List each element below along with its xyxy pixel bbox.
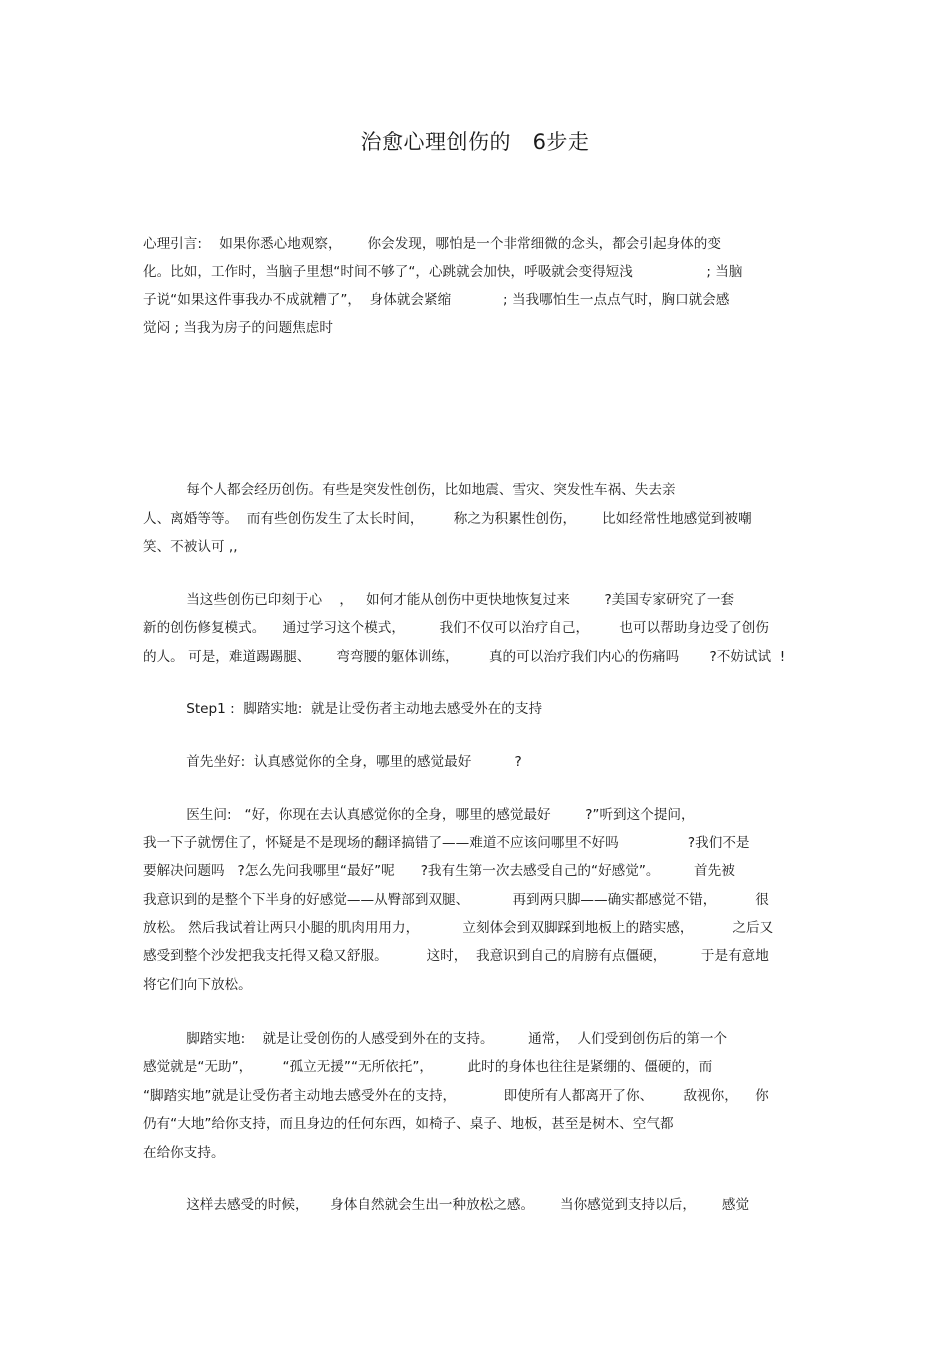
paragraph-line: 的人。 可是，难道踢踢腿、 弯弯腰的躯体训练， 真的可以治疗我们内心的伤痛吗 ?不妨试试 ! bbox=[143, 649, 786, 665]
paragraph-line: 要解决问题吗 ?怎么先问我哪里“最好”呢 ?我有生第一次去感受自己的“好感觉”。 首先被 bbox=[143, 863, 735, 879]
paragraph-line: 我意识到的是整个下半身的好感觉——从臀部到双腿、 再到两只脚——确实都感觉不错， 很 bbox=[143, 892, 769, 908]
paragraph-line: 首先坐好: 认真感觉你的全身，哪里的感觉最好 ? bbox=[143, 754, 522, 770]
paragraph-line: 化。比如，工作时，当脑子里想“时间不够了“，心跳就会加快，呼吸就会变得短浅 ; 当脑 bbox=[143, 264, 743, 280]
paragraph-line: 子说“如果这件事我办不成就糟了”， 身体就会紧缩 ; 当我哪怕生一点点气时，胸口就会感 bbox=[143, 292, 730, 308]
paragraph-line: 在给你支持。 bbox=[143, 1145, 225, 1161]
paragraph-line: 每个人都会经历创伤。有些是突发性创伤，比如地震、雪灾、突发性车祸、失去亲 bbox=[143, 482, 676, 498]
paragraph-line: 放松。 然后我试着让两只小腿的肌肉用用力， 立刻体会到双脚踩到地板上的踏实感， 之后又 bbox=[143, 920, 774, 936]
paragraph-line: 这样去感受的时候， 身体自然就会生出一种放松之感。 当你感觉到支持以后， 感觉 bbox=[143, 1197, 750, 1213]
paragraph-line: 我一下子就愣住了，怀疑是不是现场的翻译搞错了——难道不应该问哪里不好吗 ?我们不是 bbox=[143, 835, 750, 851]
document-title: 治愈心理创伤的 6步走 bbox=[360, 130, 590, 154]
paragraph-line: 脚踏实地: 就是让受创伤的人感受到外在的支持。 通常， 人们受到创伤后的第一个 bbox=[143, 1031, 728, 1047]
paragraph-line: 心理引言: 如果你悉心地观察， 你会发现，哪怕是一个非常细微的念头，都会引起身体的变 bbox=[143, 236, 721, 252]
paragraph-line: 新的创伤修复模式。 通过学习这个模式， 我们不仅可以治疗自己， 也可以帮助身边受了创伤 bbox=[143, 620, 769, 636]
paragraph-line: 当这些创伤已印刻于心 ， 如何才能从创伤中更快地恢复过来 ?美国专家研究了一套 bbox=[143, 592, 735, 608]
paragraph-line: 医生问: “好，你现在去认真感觉你的全身，哪里的感觉最好 ?”听到这个提问， bbox=[143, 807, 695, 823]
paragraph-line: “脚踏实地”就是让受伤者主动地去感受外在的支持， 即使所有人都离开了你、 敌视你， 你 bbox=[143, 1088, 769, 1104]
paragraph-line: 仍有“大地”给你支持，而且身边的任何东西，如椅子、桌子、地板，甚至是树木、空气都 bbox=[143, 1116, 674, 1132]
paragraph-line: 感觉就是“无助”， “孤立无援”“无所依托”， 此时的身体也往往是紧绷的、僵硬的，而 bbox=[143, 1059, 713, 1075]
paragraph-line: 感受到整个沙发把我支托得又稳又舒服。 这时， 我意识到自己的肩膀有点僵硬， 于是有意地 bbox=[143, 948, 769, 964]
paragraph-line: 人、离婚等等。 而有些创伤发生了太长时间， 称之为积累性创伤， 比如经常性地感觉到被嘲 bbox=[143, 511, 752, 527]
paragraph-line: 将它们向下放松。 bbox=[143, 977, 252, 993]
paragraph-line: 觉闷 ; 当我为房子的问题焦虑时 bbox=[143, 320, 333, 336]
step-heading: Step1 : 脚踏实地: 就是让受伤者主动地去感受外在的支持 bbox=[143, 701, 543, 717]
paragraph-line: 笑、不被认可 ,, bbox=[143, 539, 238, 555]
